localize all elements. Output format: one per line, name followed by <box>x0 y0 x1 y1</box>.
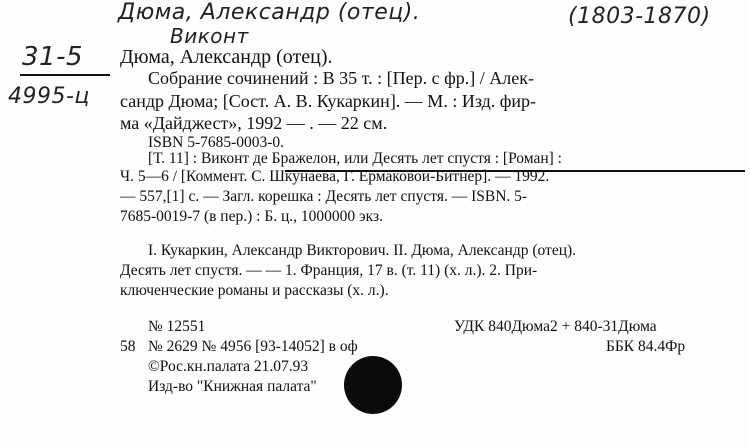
bbk-code: ББК 84.4Фр <box>606 338 686 355</box>
index-line-2: Десять лет спустя. — — 1. Франция, 17 в. (т. 11) (х. л.). 2. При- <box>120 262 538 279</box>
handwritten-author: Дюма, Александр (отец). <box>118 0 421 25</box>
handwritten-subtitle: Виконт <box>170 24 249 48</box>
number-1: № 12551 <box>148 318 206 335</box>
volume-line-4: 7685-0019-7 (в пер.) : Б. ц., 1000000 экз. <box>120 208 383 225</box>
publisher-line: Изд-во "Книжная палата" <box>148 378 317 395</box>
number-2-prefix: 58 <box>120 338 136 355</box>
number-2: № 2629 № 4956 [93-14052] в оф <box>148 338 358 355</box>
title-line-1: Собрание сочинений : В 35 т. : [Пер. с фр.] / Алек- <box>148 68 534 88</box>
title-line-3: ма «Дайджест», 1992 — . — 22 см. <box>120 113 388 133</box>
shelfmark-underline <box>20 74 110 76</box>
index-line-3: ключенческие романы и рассказы (х. л.). <box>120 282 389 299</box>
volume-line-2: Ч. 5—6 / [Коммент. С. Шкунаева, Г. Ермаковой-Битнер]. — 1992. <box>120 168 550 185</box>
ink-blot <box>344 356 402 414</box>
index-line-1: I. Кукаркин, Александр Викторович. II. Дюма, Александр (отец). <box>148 242 577 259</box>
title-line-2: сандр Дюма; [Сост. А. В. Кукаркин]. — М. : Изд. фир- <box>120 91 537 111</box>
shelfmark-top: 31-5 <box>22 42 84 72</box>
handwritten-years: (1803-1870) <box>568 4 711 29</box>
shelfmark-bottom: 4995-ц <box>8 84 90 109</box>
author-heading: Дюма, Александр (отец). <box>120 46 333 68</box>
volume-line-1: [Т. 11] : Виконт де Бражелон, или Десять лет спустя : [Роман] : <box>148 150 562 167</box>
volume-line-3: — 557,[1] с. — Загл. корешка : Десять лет спустя. — ISBN. 5- <box>120 188 528 205</box>
isbn-line: ISBN 5-7685-0003-0. <box>148 134 285 151</box>
copyright-line: ©Рос.кн.палата 21.07.93 <box>148 358 309 375</box>
udk-code: УДК 840Дюма2 + 840-31Дюма <box>454 318 657 335</box>
